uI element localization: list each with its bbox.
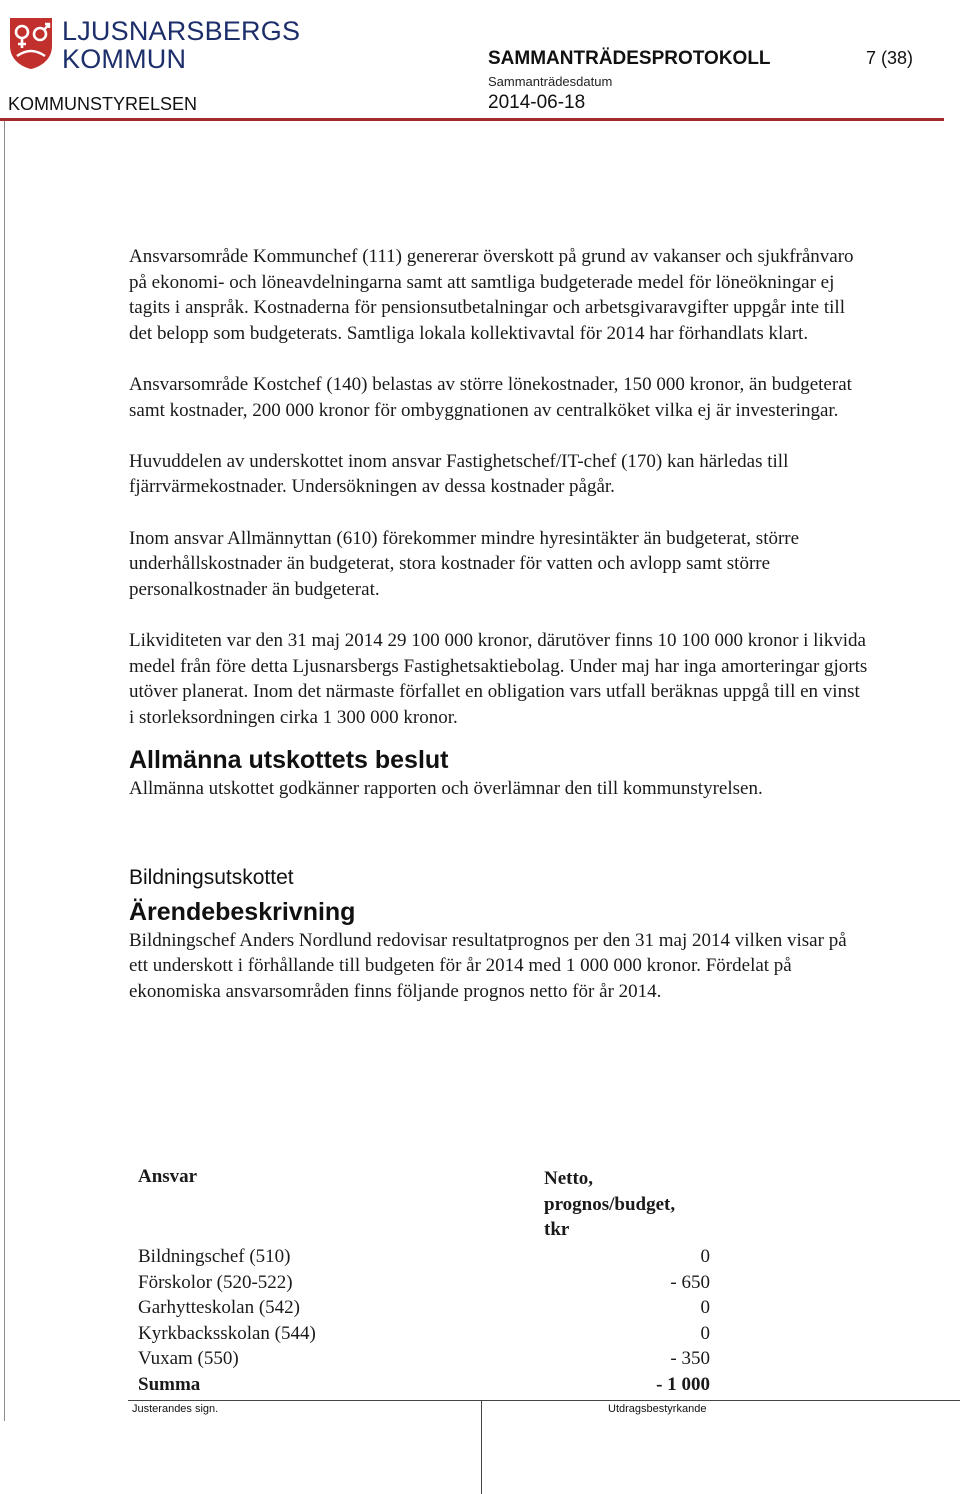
cell-netto: - 650 (670, 1271, 710, 1293)
cell-netto: 0 (700, 1322, 710, 1344)
page-number: 7 (38) (866, 48, 914, 68)
cell-ansvar: Bildningschef (510) (138, 1246, 291, 1267)
table-row (138, 1270, 710, 1296)
cell-ansvar: Kyrkbacksskolan (544) (138, 1322, 316, 1344)
table-row (138, 1346, 710, 1372)
table-row (138, 1244, 710, 1270)
meeting-date: 2014-06-18 (488, 92, 586, 113)
footer-adjuster-signature: Justerandes sign. (132, 1403, 219, 1415)
prognosis-table (138, 1166, 710, 1398)
cell-netto: 0 (700, 1246, 710, 1267)
table-row (138, 1295, 710, 1321)
heading-decision: Allmänna utskottets beslut (129, 746, 449, 775)
column-header-netto (544, 1166, 675, 1243)
table-header (138, 1166, 710, 1242)
heading-case-description: Ärendebeskrivning (129, 897, 356, 926)
paragraph-decision: Allmänna utskottet godkänner rapporten och överlämnar den till kommunstyrelsen. (129, 778, 763, 800)
paragraph-case-description: Bildningschef Anders Nordlund redovisar resultatprognos per den 31 maj 2014 vilken visar på ett underskott i förhållande till budgeten för år 2014 med 1 000 000 kronor. Fördelat på ekonomiska ansvarsområden finns följande prognos netto för år 2014. (129, 929, 847, 1003)
paragraph-kommunchef: Ansvarsområde Kommunchef (111) genererar överskott på grund av vakanser och sjukfrånvaro på ekonomi- och löneavdelningarna samt att samtliga budgeterade medel för löneökningar ej tagits i anspråk. Kostnaderna för pensionsutbetalningar och arbetsgivaravgifter uppgår inte till det belopp som budgeterats. Samtliga lokala kollektivavtal för 2014 har förhandlats klart. (129, 246, 854, 344)
cell-sum-label: Summa (138, 1373, 201, 1395)
cell-ansvar: Förskolor (520-522) (138, 1271, 293, 1293)
coat-of-arms-icon (8, 16, 54, 70)
header-divider (0, 118, 944, 121)
department-name: KOMMUNSTYRELSEN (8, 94, 198, 114)
paragraph-likviditet: Likviditeten var den 31 maj 2014 29 100 000 kronor, därutöver finns 10 100 000 kronor i likvida medel från före detta Ljusnarsbergs Fastighetsaktiebolag. Under maj har inga amorteringar gjorts utöver planerat. Inom det närmaste förfallet en obligation vars utfall beräknas uppgå till en vinst i storleksordningen cirka 1 300 000 kronor. (129, 629, 868, 728)
cell-ansvar: Vuxam (550) (138, 1348, 239, 1370)
margin-line (4, 121, 5, 1421)
cell-netto: 0 (700, 1297, 710, 1319)
paragraph-allmannyttan: Inom ansvar Allmännyttan (610) förekommer mindre hyresintäkter än budgeterat, större underhållskostnader än budgeterat, stora kostnader för vatten och avlopp samt större personalkostnader än budgeterat. (129, 527, 800, 600)
column-header-netto-line: Netto, (544, 1168, 594, 1189)
footer-column-divider (481, 1400, 482, 1494)
column-header-netto-line: prognos/budget, (544, 1193, 676, 1215)
table-sum-row (138, 1372, 710, 1398)
document-body (129, 244, 869, 1030)
column-header-ansvar: Ansvar (138, 1166, 198, 1187)
cell-ansvar: Garhytteskolan (542) (138, 1297, 300, 1319)
heading-committee: Bildningsutskottet (129, 865, 294, 889)
document-title: SAMMANTRÄDESPROTOKOLL (488, 48, 771, 69)
meeting-date-label: Sammanträdesdatum (488, 74, 613, 89)
paragraph-fastighetschef: Huvuddelen av underskottet inom ansvar Fastighetschef/IT-chef (170) kan härledas till fjärrvärmekostnader. Undersökningen av dessa kostnader pågår. (129, 450, 789, 498)
logo-line-1: LJUSNARSBERGS (62, 16, 301, 46)
logo-line-2: KOMMUN (62, 44, 187, 74)
footer-extract-certification: Utdragsbestyrkande (608, 1403, 707, 1415)
column-header-netto-line: tkr (544, 1219, 570, 1241)
cell-netto: - 350 (670, 1348, 710, 1370)
cell-sum-value: - 1 000 (656, 1373, 710, 1395)
footer-divider (128, 1400, 960, 1401)
municipality-logo (8, 14, 301, 74)
table-row (138, 1321, 710, 1347)
paragraph-kostchef: Ansvarsområde Kostchef (140) belastas av större lönekostnader, 150 000 kronor, än budgeterat samt kostnader, 200 000 kronor för ombyggnationen av centralköket vilka ej är investeringar. (129, 373, 852, 421)
